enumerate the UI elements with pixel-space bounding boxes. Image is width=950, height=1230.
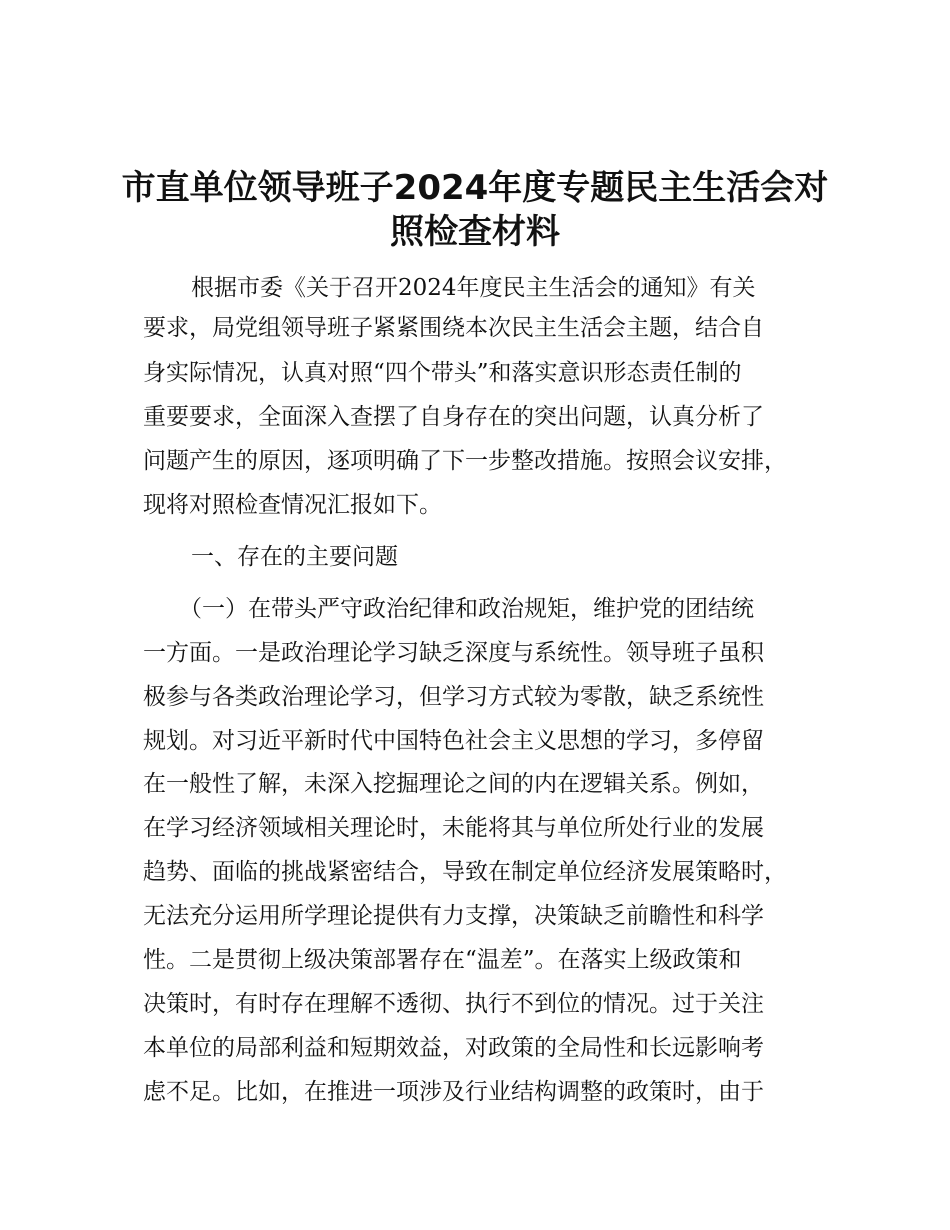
paragraph-line: 要求，局党组领导班子紧紧围绕本次民主生活会主题，结合自 (143, 315, 764, 341)
paragraph-line: 一方面。一是政治理论学习缺乏深度与系统性。领导班子虽积 (143, 640, 764, 666)
paragraph-line: 身实际情况，认真对照“四个带头”和落实意识形态责任制的 (143, 360, 742, 386)
paragraph-line: 极参与各类政治理论学习，但学习方式较为零散，缺乏系统性 (143, 684, 764, 710)
paragraph-line: 现将对照检查情况汇报如下。 (143, 492, 442, 518)
paragraph-line: 无法充分运用所学理论提供有力支撑，决策缺乏前瞻性和科学 (143, 903, 764, 929)
paragraph-line: 本单位的局部利益和短期效益，对政策的全局性和长远影响考 (143, 1035, 764, 1061)
document-title-line-2: 照检查材料 (390, 212, 560, 252)
paragraph-line: 决策时，有时存在理解不透彻、执行不到位的情况。过于关注 (143, 991, 764, 1017)
paragraph-line: 在学习经济领域相关理论时，未能将其与单位所处行业的发展 (143, 815, 764, 841)
paragraph-line: 重要要求，全面深入查摆了自身存在的突出问题，认真分析了 (143, 404, 764, 430)
paragraph-line: （一）在带头严守政治纪律和政治规矩，维护党的团结统 (179, 596, 754, 622)
paragraph-line: 趋势、面临的挑战紧密结合，导致在制定单位经济发展策略时， (143, 859, 787, 885)
paragraph-line: 根据市委《关于召开2024年度民主生活会的通知》有关 (191, 275, 756, 301)
paragraph-line: 虑不足。比如，在推进一项涉及行业结构调整的政策时，由于 (143, 1079, 764, 1105)
section-heading: 一、存在的主要问题 (191, 544, 398, 570)
paragraph-line: 规划。对习近平新时代中国特色社会主义思想的学习，多停留 (143, 728, 764, 754)
paragraph-line: 性。二是贯彻上级决策部署存在“温差”。在落实上级政策和 (143, 947, 742, 973)
paragraph-line: 问题产生的原因，逐项明确了下一步整改措施。按照会议安排， (143, 448, 787, 474)
paragraph-line: 在一般性了解，未深入挖掘理论之间的内在逻辑关系。例如， (143, 771, 764, 797)
document-title-line-1: 市直单位领导班子2024年度专题民主生活会对 (121, 168, 829, 208)
